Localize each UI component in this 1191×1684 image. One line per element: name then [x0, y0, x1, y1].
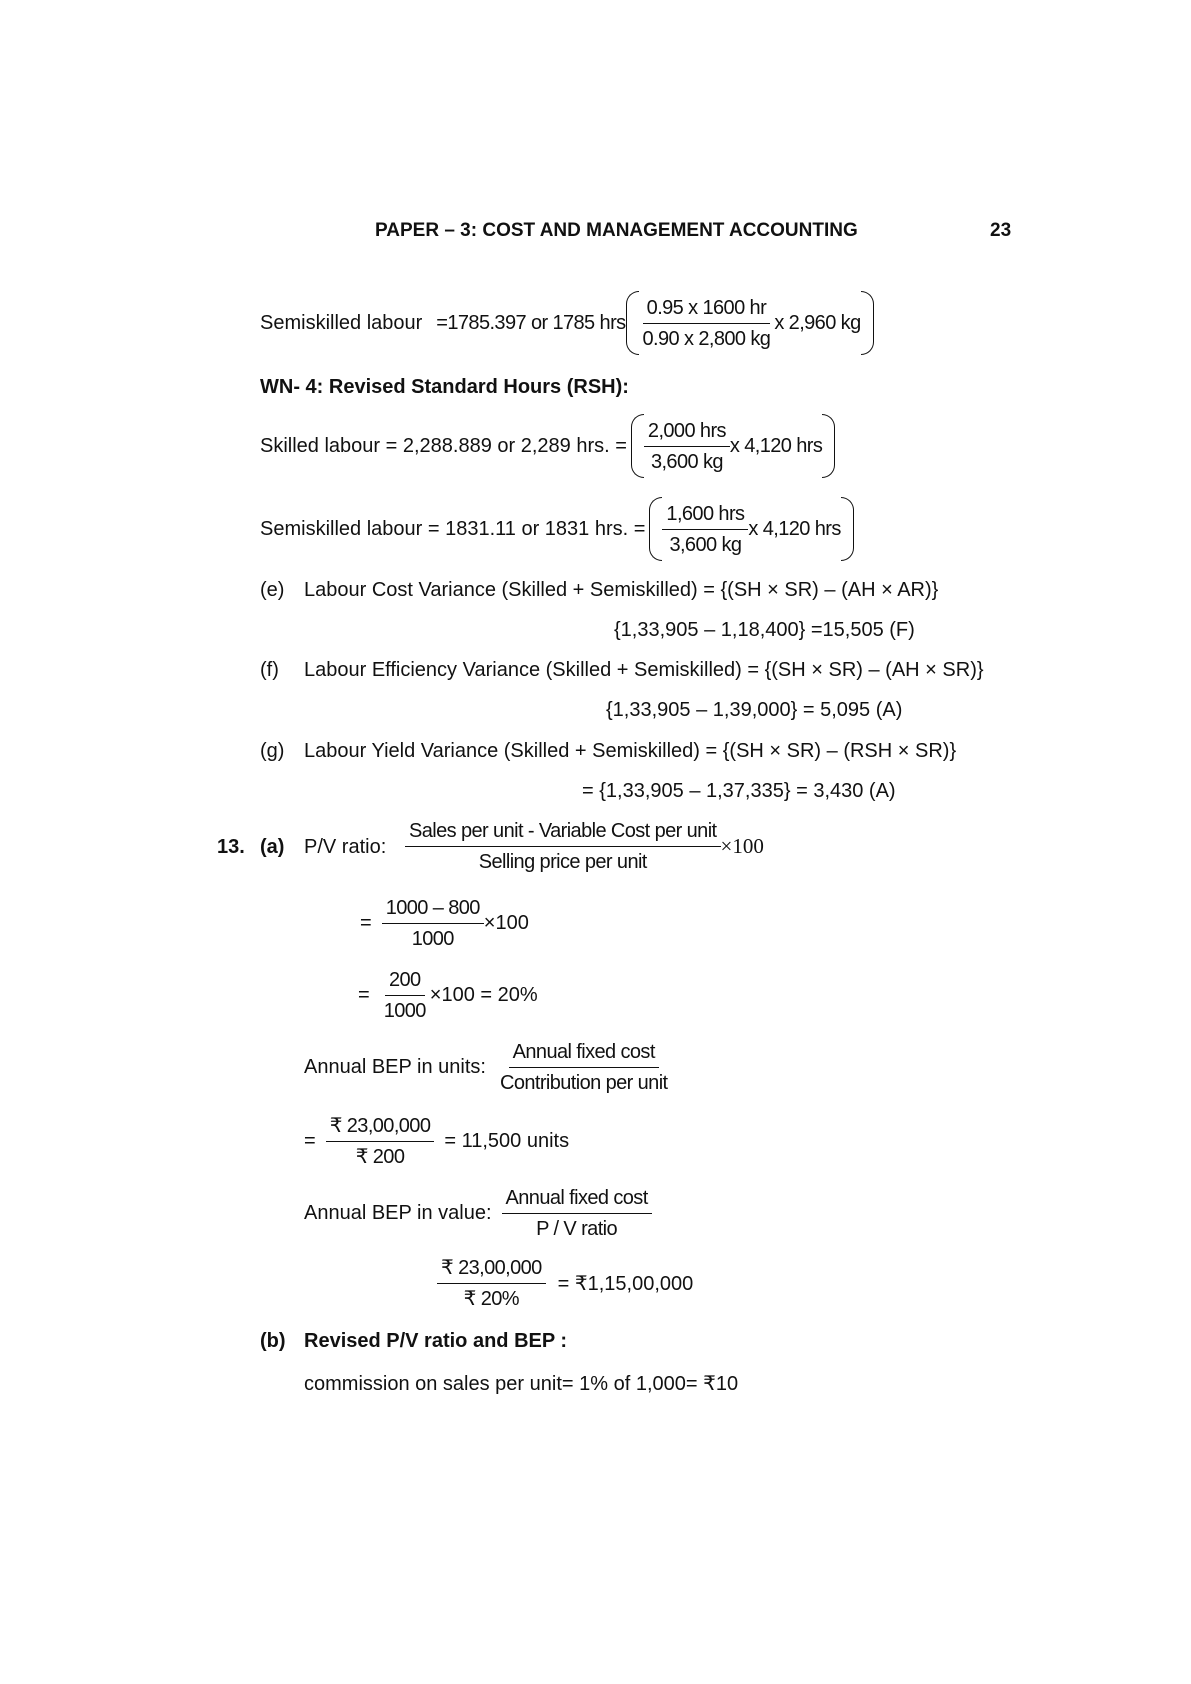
bep-units-denominator: Contribution per unit [499, 1072, 668, 1094]
semiskilled-sqh-multiplier: x 2,960 kg [774, 311, 861, 334]
variance-e-letter: (e) [260, 579, 285, 601]
bep-value-calc-fraction [437, 1256, 546, 1311]
pv-ratio-label: P/V ratio: [304, 836, 387, 858]
variance-e-text: Labour Cost Variance (Skilled + Semiskilled) = {(SH × SR) – (AH × AR)} [304, 579, 939, 601]
bep-value-formula [304, 1186, 652, 1241]
wn4-skilled-denominator: 3,600 kg [650, 450, 723, 473]
bep-value-numerator: Annual fixed cost [502, 1186, 652, 1214]
bep-value-denominator: P / V ratio [536, 1218, 618, 1240]
bep-value-label: Annual BEP in value: [304, 1202, 492, 1224]
wn4-semiskilled-denominator: 3,600 kg [669, 533, 742, 556]
pv-step1-equals: = [360, 912, 372, 934]
variance-f-text: Labour Efficiency Variance (Skilled + Semiskilled) = {(SH × SR) – (AH × SR)} [304, 659, 984, 681]
part-b-heading: Revised P/V ratio and BEP : [304, 1330, 568, 1352]
pv-step2-fraction [380, 968, 430, 1023]
semiskilled-sqh-numerator: 0.95 x 1600 hr [643, 296, 770, 324]
bep-units-result: = 11,500 units [444, 1130, 570, 1152]
bep-units-calc [304, 1114, 569, 1169]
pv-ratio-numerator: Sales per unit - Variable Cost per unit [405, 819, 721, 847]
variance-g-letter: (g) [260, 740, 285, 762]
semiskilled-sqh-bracket [626, 291, 874, 355]
semiskilled-sqh-label: Semiskilled labour [260, 311, 423, 334]
wn4-semiskilled-fraction [662, 502, 748, 557]
bep-units-label: Annual BEP in units: [304, 1056, 486, 1078]
pv-step1-denominator: 1000 [411, 928, 454, 950]
semiskilled-sqh-line [260, 291, 874, 355]
variance-e-result: {1,33,905 – 1,18,400} =15,505 (F) [614, 619, 915, 641]
bep-units-equals: = [304, 1130, 316, 1152]
pv-step1-fraction [382, 896, 484, 951]
pv-step1-multiplier: ×100 [483, 912, 529, 934]
pv-ratio-multiplier: ×100 [720, 834, 764, 858]
commission-line: commission on sales per unit= 1% of 1,000= ₹10 [304, 1373, 739, 1395]
pv-ratio-denominator: Selling price per unit [478, 851, 647, 873]
wn4-semiskilled-bracket [649, 497, 853, 561]
semiskilled-sqh-denominator: 0.90 x 2,800 kg [642, 327, 771, 350]
question-number: 13. [217, 836, 245, 858]
variance-g-result: = {1,33,905 – 1,37,335} = 3,430 (A) [582, 780, 896, 802]
wn4-semiskilled-label: Semiskilled labour = 1831.11 or 1831 hrs. = [260, 517, 646, 540]
wn4-skilled-bracket [631, 414, 835, 478]
wn4-skilled-fraction [644, 419, 730, 474]
wn4-skilled-multiplier: x 4,120 hrs [729, 434, 823, 457]
page-header-title: PAPER – 3: COST AND MANAGEMENT ACCOUNTING [375, 220, 858, 241]
bep-value-calc [437, 1256, 693, 1311]
semiskilled-sqh-fraction [639, 296, 775, 351]
bep-value-calc-numerator: ₹ 23,00,000 [437, 1256, 546, 1284]
pv-step1 [360, 896, 529, 951]
pv-ratio-formula [405, 819, 764, 874]
pv-ratio-fraction [405, 819, 721, 874]
variance-f-letter: (f) [260, 659, 279, 681]
page-number: 23 [990, 220, 1012, 241]
variance-f-result: {1,33,905 – 1,39,000} = 5,095 (A) [606, 699, 903, 721]
wn4-skilled-line [260, 414, 835, 478]
wn4-semiskilled-multiplier: x 4,120 hrs [748, 517, 841, 540]
wn4-semiskilled-numerator: 1,600 hrs [662, 502, 748, 530]
pv-step2-numerator: 200 [385, 968, 425, 996]
bep-units-calc-numerator: ₹ 23,00,000 [326, 1114, 435, 1142]
bep-value-fraction [502, 1186, 652, 1241]
wn4-heading: WN- 4: Revised Standard Hours (RSH): [260, 376, 629, 398]
part-b-label: (b) [260, 1330, 286, 1352]
bep-units-calc-fraction [326, 1114, 435, 1169]
pv-step2 [358, 968, 538, 1023]
pv-step2-equals: = [358, 984, 370, 1006]
part-a-label: (a) [260, 836, 285, 858]
pv-step1-numerator: 1000 – 800 [382, 896, 484, 924]
bep-units-fraction [496, 1040, 672, 1095]
bep-units-formula [304, 1040, 672, 1095]
wn4-skilled-numerator: 2,000 hrs [644, 419, 730, 447]
wn4-skilled-label: Skilled labour = 2,288.889 or 2,289 hrs. = [260, 434, 627, 457]
bep-value-result: = ₹1,15,00,000 [557, 1273, 694, 1295]
pv-step2-result: ×100 = 20% [429, 984, 538, 1006]
bep-units-calc-denominator: ₹ 200 [355, 1146, 405, 1168]
bep-units-numerator: Annual fixed cost [509, 1040, 659, 1068]
bep-value-calc-denominator: ₹ 20% [463, 1288, 519, 1310]
pv-step2-denominator: 1000 [383, 1000, 426, 1022]
semiskilled-sqh-value: =1785.397 or 1785 hrs [436, 311, 626, 334]
variance-g-text: Labour Yield Variance (Skilled + Semiskilled) = {(SH × SR) – (RSH × SR)} [304, 740, 957, 762]
wn4-semiskilled-line [260, 497, 854, 561]
